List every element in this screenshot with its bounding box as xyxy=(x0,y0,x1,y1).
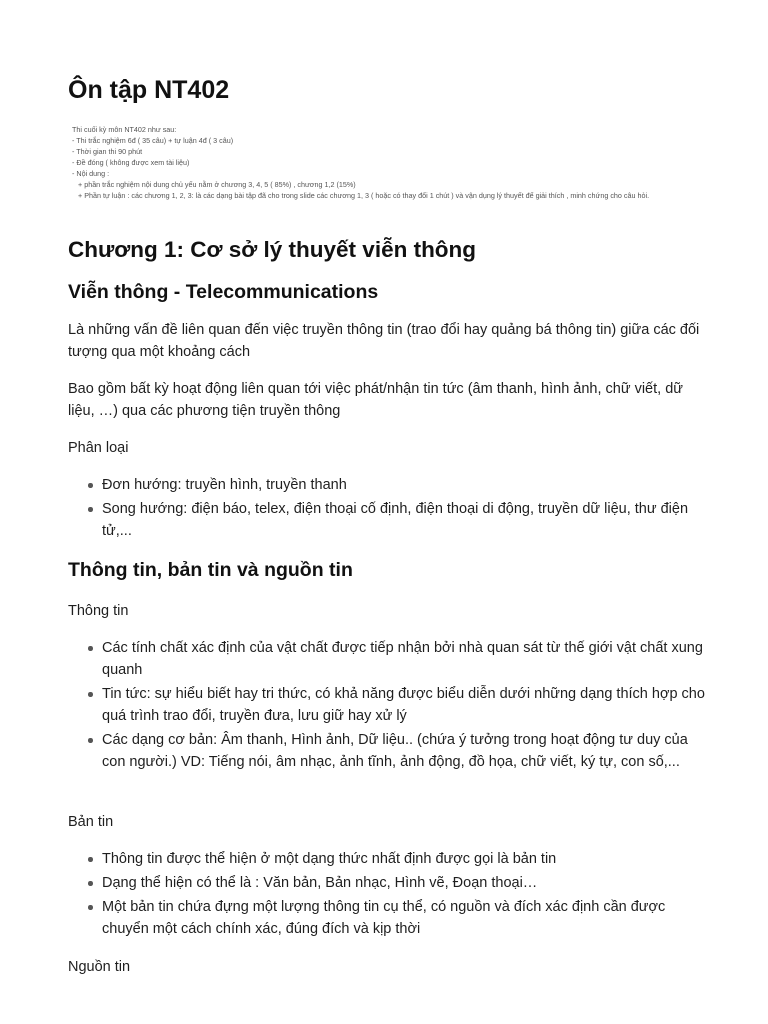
message-label: Bản tin xyxy=(68,814,114,830)
classify-label: Phân loại xyxy=(68,440,129,456)
bullet-icon xyxy=(88,692,93,697)
list-item xyxy=(68,637,708,681)
bullet-icon xyxy=(88,905,93,910)
list-item-text: Song hướng: điện báo, telex, điện thoại cố định, điện thoại di động, truyền dữ liệu, thư điện tử,... xyxy=(102,501,689,539)
exam-notes-screenshot xyxy=(72,124,702,216)
page-title: Ôn tập NT402 xyxy=(68,76,230,104)
list-item-text: Thông tin được thể hiện ở một dạng thức nhất định được gọi là bản tin xyxy=(102,851,557,867)
screenshot-line: + Phần tự luận : các chương 1, 2, 3: là các dạng bài tập đã cho trong slide các chương 1, 3 ( hoặc có thay đổi 1 chút ) và vận dụng lý thuyết để giải thích , minh chứng cho câu hỏi. xyxy=(78,191,650,200)
bullet-icon xyxy=(88,857,93,862)
bullet-icon xyxy=(88,483,93,488)
classify-list xyxy=(68,474,708,544)
list-item xyxy=(68,896,708,940)
screenshot-line: - Đề đóng ( không được xem tài liệu) xyxy=(72,158,190,167)
bullet-icon xyxy=(88,738,93,743)
list-item xyxy=(68,474,708,496)
list-item-text: Đơn hướng: truyền hình, truyền thanh xyxy=(102,477,347,493)
list-item-text: Một bản tin chứa đựng một lượng thông tin cụ thể, có nguồn và đích xác định cần được chuyển một cách chính xác, đúng đích và kịp thời xyxy=(102,899,666,937)
info-label: Thông tin xyxy=(68,603,129,619)
screenshot-line: + phần trắc nghiệm nội dung chủ yếu nằm ở chương 3, 4, 5 ( 85%) , chương 1,2 (15%) xyxy=(78,180,356,189)
message-list xyxy=(68,848,708,942)
section-heading-info: Thông tin, bản tin và nguồn tin xyxy=(68,559,353,581)
list-item-text: Tin tức: sự hiểu biết hay tri thức, có khả năng được biểu diễn dưới những dạng thích hợp cho quá trình trao đổi, truyền đưa, lưu giữ hay xử lý xyxy=(102,686,705,724)
list-item xyxy=(68,729,708,773)
screenshot-line: Thi cuối kỳ môn NT402 như sau: xyxy=(72,125,177,134)
telecom-definition: Là những vấn đề liên quan đến việc truyền thông tin (trao đổi hay quảng bá thông tin) giữa các đối tượng qua một khoảng cách xyxy=(68,322,700,360)
screenshot-line: - Nội dung : xyxy=(72,169,110,178)
bullet-icon xyxy=(88,881,93,886)
telecom-scope: Bao gồm bất kỳ hoạt động liên quan tới việc phát/nhận tin tức (âm thanh, hình ảnh, chữ viết, dữ liệu, …) qua các phương tiện truyền thông xyxy=(68,381,683,419)
source-label: Nguồn tin xyxy=(68,959,131,975)
list-item xyxy=(68,872,708,894)
list-item xyxy=(68,848,708,870)
list-item xyxy=(68,498,708,542)
list-item-text: Các dạng cơ bản: Âm thanh, Hình ảnh, Dữ liệu.. (chứa ý tưởng trong hoạt động tư duy của con người.) VD: Tiếng nói, âm nhạc, ảnh tĩnh, ảnh động, đồ họa, chữ viết, ký tự, con số,... xyxy=(102,732,688,770)
screenshot-line: - Thời gian thi 90 phút xyxy=(72,147,143,156)
screenshot-line: - Thi trắc nghiệm 6đ ( 35 câu) + tự luận 4đ ( 3 câu) xyxy=(72,136,234,145)
info-list xyxy=(68,637,708,775)
section-heading-telecom: Viễn thông - Telecommunications xyxy=(68,281,379,303)
list-item xyxy=(68,683,708,727)
bullet-icon xyxy=(88,507,93,512)
bullet-icon xyxy=(88,646,93,651)
list-item-text: Dạng thể hiện có thể là : Văn bản, Bản nhạc, Hình vẽ, Đoạn thoại… xyxy=(102,875,538,891)
list-item-text: Các tính chất xác định của vật chất được tiếp nhận bởi nhà quan sát từ thế giới vật chất xung quanh xyxy=(102,640,703,678)
chapter-heading: Chương 1: Cơ sở lý thuyết viễn thông xyxy=(68,237,477,262)
